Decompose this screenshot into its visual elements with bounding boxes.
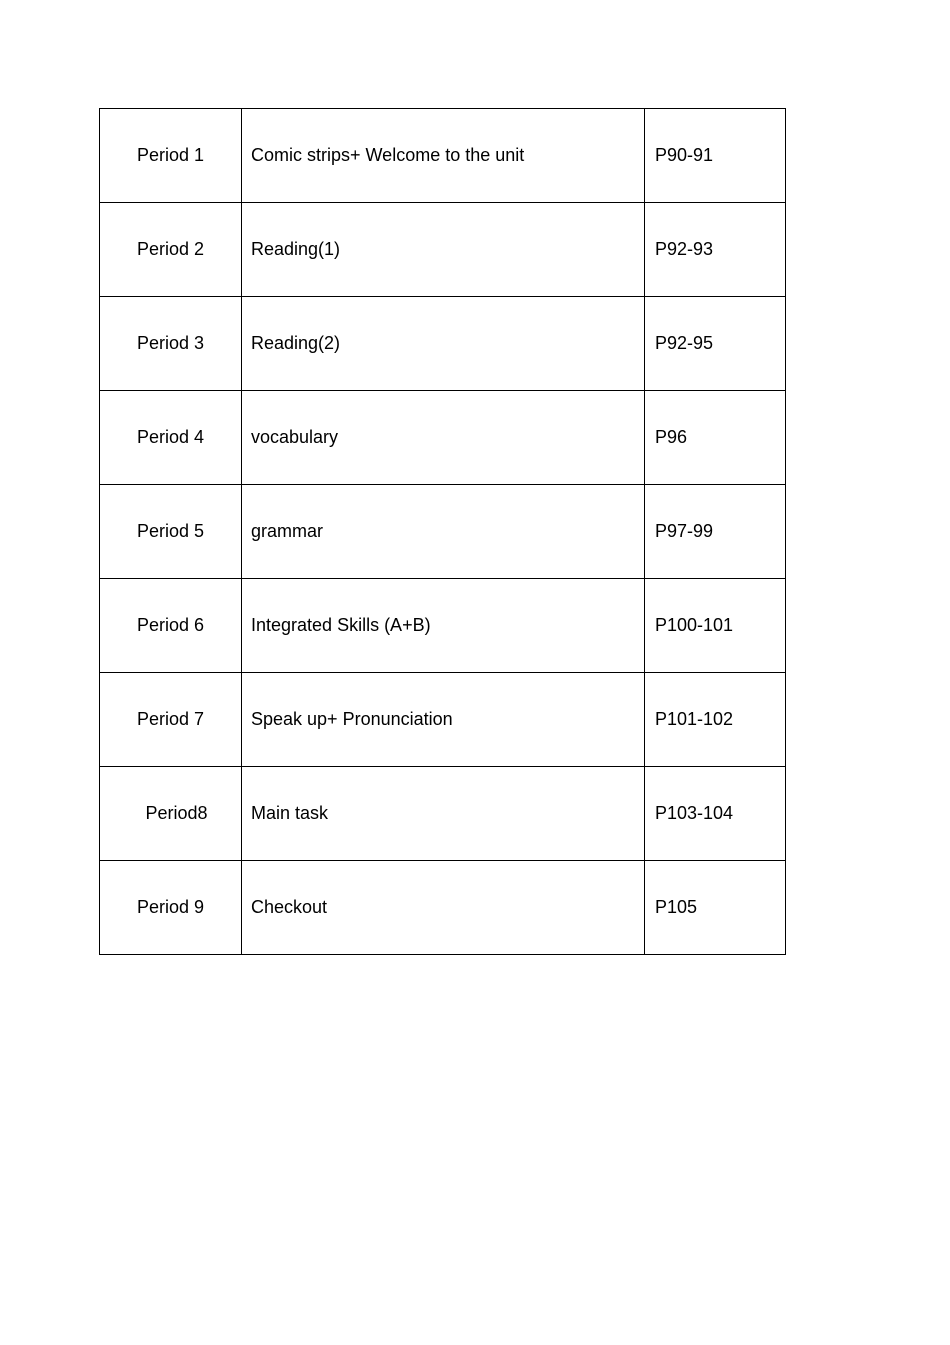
period-cell: Period 5 <box>100 485 242 579</box>
table-row <box>100 203 786 297</box>
period-cell: Period 7 <box>100 673 242 767</box>
table-row <box>100 485 786 579</box>
content-cell: Reading(2) <box>242 297 645 391</box>
table-row <box>100 767 786 861</box>
schedule-table <box>99 108 786 955</box>
period-cell: Period 3 <box>100 297 242 391</box>
pages-cell: P101-102 <box>645 673 786 767</box>
table-row <box>100 579 786 673</box>
period-cell: Period 4 <box>100 391 242 485</box>
pages-cell: P92-93 <box>645 203 786 297</box>
content-cell: Comic strips+ Welcome to the unit <box>242 109 645 203</box>
pages-cell: P97-99 <box>645 485 786 579</box>
period-cell: Period 1 <box>100 109 242 203</box>
table-row <box>100 297 786 391</box>
table-row <box>100 861 786 955</box>
period-cell: Period8 <box>100 767 242 861</box>
content-cell: grammar <box>242 485 645 579</box>
content-cell: vocabulary <box>242 391 645 485</box>
pages-cell: P90-91 <box>645 109 786 203</box>
content-cell: Checkout <box>242 861 645 955</box>
table-row <box>100 673 786 767</box>
period-cell: Period 9 <box>100 861 242 955</box>
pages-cell: P96 <box>645 391 786 485</box>
content-cell: Integrated Skills (A+B) <box>242 579 645 673</box>
content-cell: Main task <box>242 767 645 861</box>
pages-cell: P103-104 <box>645 767 786 861</box>
content-cell: Reading(1) <box>242 203 645 297</box>
pages-cell: P92-95 <box>645 297 786 391</box>
table-row <box>100 109 786 203</box>
period-cell: Period 2 <box>100 203 242 297</box>
period-cell: Period 6 <box>100 579 242 673</box>
content-cell: Speak up+ Pronunciation <box>242 673 645 767</box>
pages-cell: P100-101 <box>645 579 786 673</box>
table-row <box>100 391 786 485</box>
pages-cell: P105 <box>645 861 786 955</box>
